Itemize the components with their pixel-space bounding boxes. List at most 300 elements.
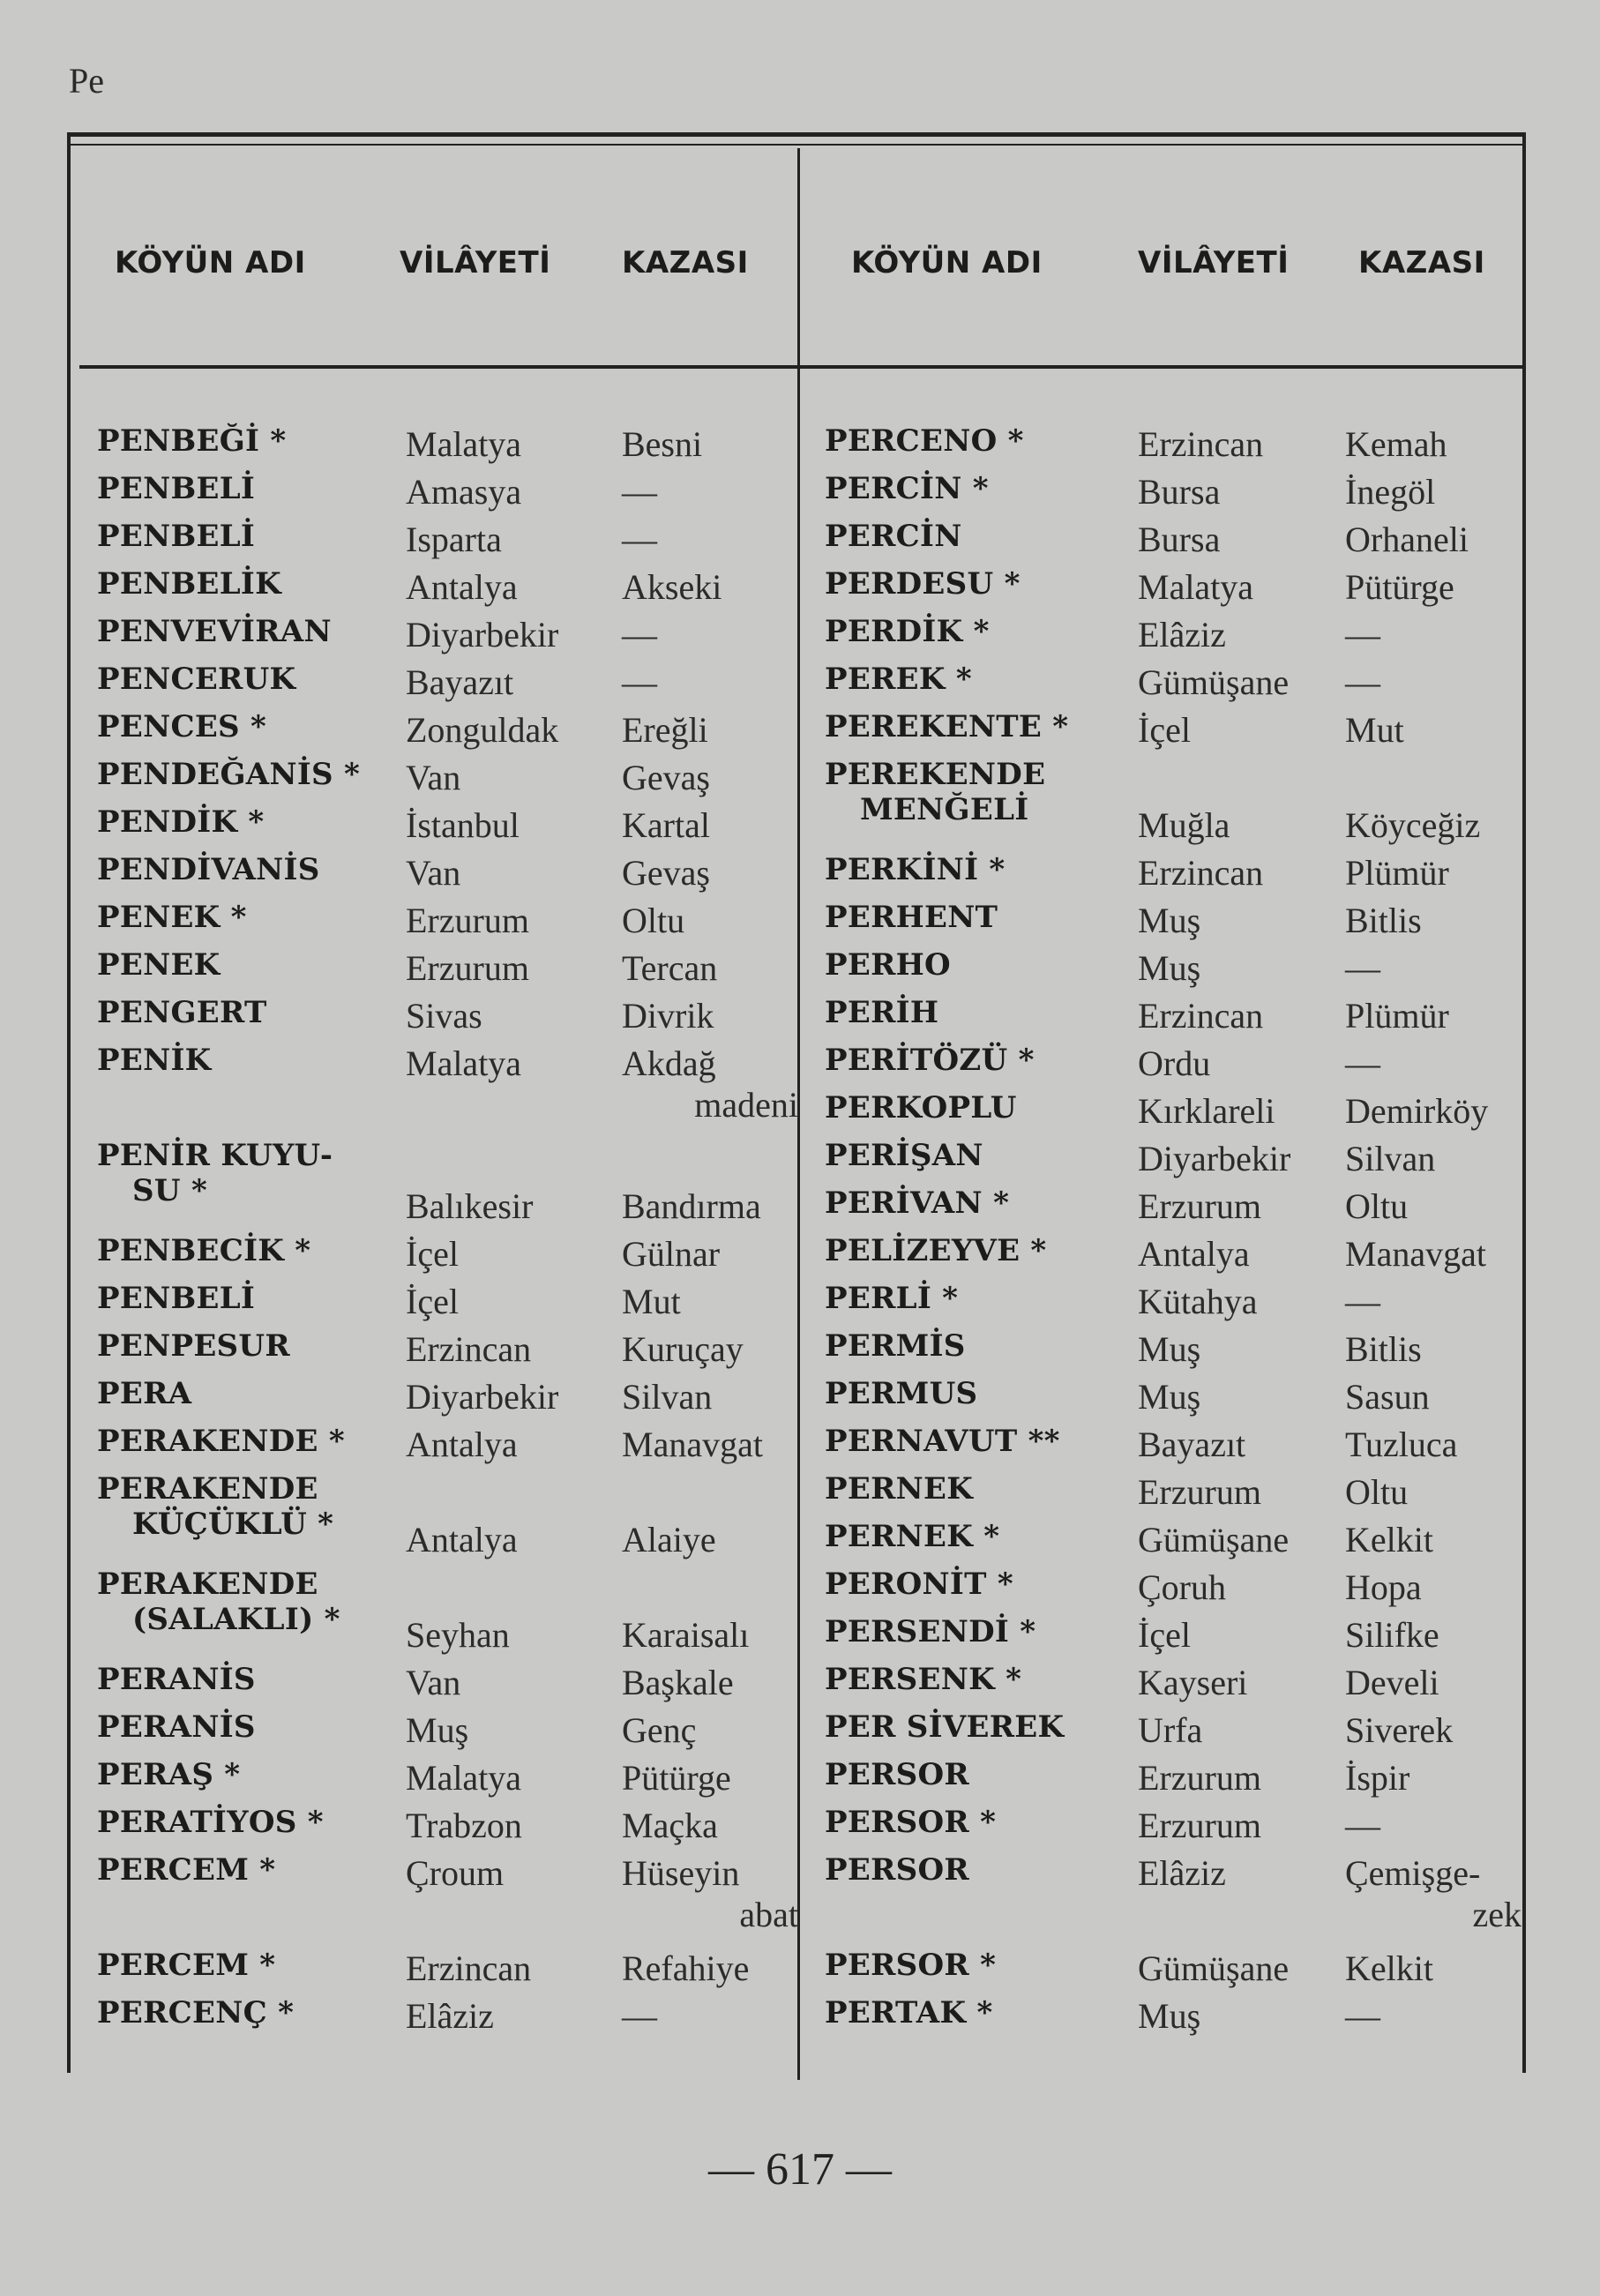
table-row (97, 757, 794, 804)
district-line: Divrik (622, 996, 714, 1036)
table-row (825, 1424, 1521, 1471)
district-line: Başkale (622, 1663, 734, 1702)
district (622, 662, 798, 703)
table-row (825, 709, 1521, 757)
village-name (97, 804, 265, 840)
district (622, 900, 798, 941)
village-name (97, 1995, 294, 2031)
district-line: Pütürge (622, 1758, 731, 1798)
district (622, 1995, 798, 2037)
column-headers (71, 238, 1526, 291)
village-name-line: PERCİN * (825, 471, 989, 506)
village-name (97, 1662, 256, 1697)
village-name-line: PERHO (825, 947, 951, 983)
village-name (825, 1519, 999, 1554)
table-row (97, 614, 794, 662)
district (1345, 1185, 1521, 1227)
header-district-left: KAZASI (622, 245, 749, 280)
village-name-line: PENDİK * (97, 804, 265, 840)
province: Gümüşane (1138, 662, 1290, 702)
province: Van (406, 853, 461, 893)
province: Erzurum (1138, 1758, 1261, 1798)
village-name (97, 1043, 212, 1078)
district-line: Kelkit (1345, 1948, 1433, 1988)
district (1345, 804, 1521, 846)
district (1345, 1805, 1521, 1846)
district-line: — (622, 662, 657, 702)
province: İçel (1138, 710, 1191, 750)
table-row (97, 900, 794, 947)
village-name-line: PERKOPLU (825, 1090, 1017, 1126)
village-name (825, 1662, 1021, 1697)
village-name-line: PERİŞAN (825, 1138, 983, 1173)
village-name (825, 614, 990, 649)
village-name-line: PERCEM * (97, 1948, 276, 1983)
province: Bursa (1138, 472, 1221, 512)
village-name (825, 1281, 958, 1316)
district (622, 1709, 798, 1751)
village-name (97, 900, 247, 935)
village-name (825, 995, 938, 1030)
district-line: — (622, 472, 657, 512)
district (622, 1614, 798, 1656)
table-row (97, 995, 794, 1043)
table-row (825, 1662, 1521, 1709)
village-name-line: PERSOR * (825, 1948, 997, 1983)
district-line: Siverek (1345, 1710, 1454, 1750)
village-name-line: PENPESUR (97, 1328, 290, 1364)
village-name-line: PERHENT (825, 900, 998, 935)
district-line: Gevaş (622, 853, 710, 893)
village-name-line: PEREKENDE (825, 757, 1046, 792)
table-row (97, 1567, 794, 1662)
province: Muş (1138, 1377, 1201, 1417)
province: Diyarbekir (406, 615, 559, 654)
village-name-line: PERMİS (825, 1328, 966, 1364)
village-name-line: PERATİYOS * (97, 1805, 324, 1840)
province: Antalya (406, 1520, 518, 1559)
district-line: Mut (622, 1282, 681, 1321)
village-name-line: PERCENO * (825, 423, 1024, 459)
district (622, 566, 798, 608)
table-row (825, 1805, 1521, 1852)
village-name (825, 471, 989, 506)
village-name (97, 1424, 345, 1459)
village-name (97, 1757, 240, 1792)
district (1345, 709, 1521, 751)
village-name (97, 1471, 333, 1542)
province: Kayseri (1138, 1663, 1248, 1702)
village-name-line: PENVEVİRAN (97, 614, 332, 649)
village-name (825, 709, 1068, 744)
province: İçel (406, 1234, 459, 1274)
district (1345, 1567, 1521, 1608)
village-name-line-2: SU * (132, 1173, 208, 1208)
village-name-line: PERNEK (825, 1471, 974, 1507)
village-name (825, 1614, 1036, 1649)
table-row (97, 1757, 794, 1805)
table-row (825, 519, 1521, 566)
province: Van (406, 758, 461, 797)
table-row (825, 852, 1521, 900)
table-row (825, 1376, 1521, 1424)
district-line: Orhaneli (1345, 520, 1469, 559)
village-name (825, 1043, 1035, 1078)
table-row (97, 1424, 794, 1471)
district-line: Genç (622, 1710, 697, 1750)
province: Kırklareli (1138, 1091, 1275, 1131)
table-row (97, 519, 794, 566)
village-name-line: PENCERUK (97, 662, 296, 697)
village-name-line: PERNAVUT ** (825, 1424, 1060, 1459)
village-name-line: PERANİS (97, 1662, 256, 1697)
page-number: — 617 — (708, 2144, 892, 2195)
district-line: Gülnar (622, 1234, 721, 1274)
village-name-line: PERCEM * (97, 1852, 276, 1888)
village-name (97, 852, 320, 887)
district-line: — (1345, 662, 1380, 702)
table-row (97, 1995, 794, 2043)
village-name-line: PERAŞ * (97, 1757, 241, 1792)
province: Malatya (406, 1043, 522, 1083)
district (1345, 852, 1521, 894)
province: Erzurum (1138, 1806, 1261, 1845)
village-name (97, 1567, 340, 1637)
district (1345, 662, 1521, 703)
district-line: Manavgat (1345, 1234, 1486, 1274)
village-name-line: PENBECİK * (97, 1233, 311, 1268)
province: Bursa (1138, 520, 1221, 559)
village-name (825, 1233, 1047, 1268)
district (622, 1519, 798, 1560)
table-row (825, 1090, 1521, 1138)
header-district-right: KAZASI (1358, 245, 1485, 280)
village-name (97, 1138, 333, 1208)
district-line: — (622, 615, 657, 654)
district-line: Develi (1345, 1663, 1439, 1702)
province: Sivas (406, 996, 482, 1036)
district-line: Oltu (622, 901, 685, 940)
district (622, 709, 798, 751)
table-row (97, 1281, 794, 1328)
province: Erzincan (1138, 424, 1264, 464)
header-village-name-right: KÖYÜN ADI (851, 245, 1043, 280)
header-village-name-left: KÖYÜN ADI (115, 245, 306, 280)
village-name-line: PENEK (97, 947, 221, 983)
district-line: Çemişge- (1345, 1853, 1481, 1893)
province: Antalya (406, 1425, 518, 1464)
village-name (825, 1852, 969, 1888)
village-name-line: PENİK (97, 1043, 212, 1078)
district (622, 1185, 798, 1227)
district-line: Pütürge (1345, 567, 1454, 607)
village-name (97, 662, 295, 697)
village-name-line: PENCES * (97, 709, 267, 744)
village-name (825, 566, 1021, 602)
district (622, 1328, 798, 1370)
province: Malatya (1138, 567, 1254, 607)
province: Zonguldak (406, 710, 559, 750)
province: Erzincan (1138, 853, 1264, 893)
district (622, 804, 798, 846)
village-name (97, 614, 332, 649)
table-row (825, 1614, 1521, 1662)
table-row (97, 852, 794, 900)
top-rule-thin (67, 144, 1526, 146)
district (622, 614, 798, 655)
district-line-2: madeni (694, 1085, 798, 1125)
province: İçel (406, 1282, 459, 1321)
table-row (825, 1471, 1521, 1519)
district (1345, 1709, 1521, 1751)
village-name-line: PENEK * (97, 900, 247, 935)
district (622, 1662, 798, 1703)
table-row (825, 471, 1521, 519)
district-line: — (1345, 1282, 1380, 1321)
district-line: Köyceğiz (1345, 805, 1481, 845)
village-name (825, 1948, 996, 1983)
district-line-2: zek (1472, 1895, 1521, 1934)
district (622, 1852, 798, 1935)
district (1345, 1043, 1521, 1084)
village-name (825, 1138, 983, 1173)
province: Gümüşane (1138, 1520, 1290, 1559)
village-name (825, 1995, 993, 2031)
district (1345, 947, 1521, 989)
district-line: Manavgat (622, 1425, 763, 1464)
village-name-line: PERAKENDE (97, 1567, 318, 1602)
district-line: Bitlis (1345, 1329, 1422, 1369)
village-name (825, 662, 972, 697)
district-line: Silifke (1345, 1615, 1439, 1655)
table-row (97, 804, 794, 852)
table-row (825, 1948, 1521, 1995)
village-name-line: PERAKENDE * (97, 1424, 345, 1459)
district-line: — (622, 520, 657, 559)
village-name (825, 519, 962, 554)
district-line: Plümür (1345, 853, 1449, 893)
province: Erzurum (1138, 1472, 1261, 1512)
village-name (97, 1709, 256, 1745)
district-line: — (1345, 1806, 1380, 1845)
left-column (97, 423, 798, 2043)
village-name-line: PERAKENDE (97, 1471, 318, 1507)
top-rule (67, 132, 1526, 137)
table-row (825, 900, 1521, 947)
village-name-line: PERONİT * (825, 1567, 1013, 1602)
village-name-line: PERİVAN * (825, 1185, 1010, 1221)
table-row (97, 1852, 798, 1948)
district (1345, 1662, 1521, 1703)
table-row (97, 1662, 794, 1709)
district (622, 1281, 798, 1322)
table-row (825, 995, 1521, 1043)
district (1345, 1281, 1521, 1322)
village-name (825, 1805, 996, 1840)
district-line: Kartal (622, 805, 710, 845)
village-name (825, 1471, 973, 1507)
district (1345, 1471, 1521, 1513)
header-rule (79, 365, 1526, 369)
village-name (825, 423, 1024, 459)
district (1345, 1328, 1521, 1370)
village-name (97, 995, 267, 1030)
province: Erzurum (406, 901, 529, 940)
district (622, 1233, 798, 1275)
district-line: — (1345, 1996, 1380, 2036)
village-name (97, 1376, 191, 1411)
village-name (825, 757, 1045, 827)
district-line: Hopa (1345, 1567, 1422, 1607)
district-line: Silvan (1345, 1139, 1436, 1178)
village-name-line: PERİTÖZÜ * (825, 1043, 1035, 1078)
province: Muş (1138, 901, 1201, 940)
table-row (825, 1852, 1521, 1948)
province: Erzincan (406, 1329, 532, 1369)
village-name-line: PENBELİK (97, 566, 281, 602)
district-line: Bandırma (622, 1186, 761, 1226)
table-row (825, 1328, 1521, 1376)
village-name-line: PERDİK * (825, 614, 990, 649)
province: Seyhan (406, 1615, 510, 1655)
district (1345, 1757, 1521, 1799)
village-name (825, 852, 1006, 887)
district-line: Sasun (1345, 1377, 1430, 1417)
district (1345, 1614, 1521, 1656)
district-line: Maçka (622, 1806, 718, 1845)
table-row (97, 1805, 794, 1852)
village-name-line: PERTAK * (825, 1995, 993, 2031)
section-letter: Pe (69, 61, 104, 101)
right-column (825, 423, 1521, 2043)
village-name-line: PERDESU * (825, 566, 1021, 602)
village-name-line-2: (SALAKLI) * (132, 1602, 340, 1637)
village-name (97, 566, 281, 602)
table-row (97, 662, 794, 709)
village-name-line: PENBELİ (97, 1281, 256, 1316)
table-row (97, 1043, 798, 1138)
table-row (825, 662, 1521, 709)
district-line: Hüseyin (622, 1853, 740, 1893)
table-row (97, 1376, 794, 1424)
province: Trabzon (406, 1806, 522, 1845)
province: Diyarbekir (406, 1377, 559, 1417)
province: Çroum (406, 1853, 505, 1893)
village-name-line-2: KÜÇÜKLÜ * (132, 1507, 334, 1542)
table-row (825, 757, 1521, 852)
district (1345, 1995, 1521, 2037)
district (1345, 1233, 1521, 1275)
village-name (825, 1328, 966, 1364)
village-name (97, 519, 255, 554)
village-name-line-2: MENĞELİ (860, 792, 1029, 827)
district-line: Silvan (622, 1377, 713, 1417)
district (622, 1424, 798, 1465)
table-row (825, 423, 1521, 471)
province: Antalya (1138, 1234, 1250, 1274)
district (1345, 995, 1521, 1036)
village-name (97, 1805, 324, 1840)
province: Kütahya (1138, 1282, 1258, 1321)
province: Bayazıt (406, 662, 514, 702)
table-row (825, 1138, 1521, 1185)
table-row (825, 1281, 1521, 1328)
village-name (825, 1424, 1060, 1459)
village-name (97, 757, 360, 792)
province: Ordu (1138, 1043, 1211, 1083)
district-line: İnegöl (1345, 472, 1436, 512)
district (1345, 614, 1521, 655)
district-line: İspir (1345, 1758, 1410, 1798)
district (622, 423, 798, 465)
table-row (825, 1519, 1521, 1567)
table-row (825, 1043, 1521, 1090)
table-row (97, 566, 794, 614)
province: Antalya (406, 567, 518, 607)
district (1345, 1376, 1521, 1417)
province: Muş (1138, 1329, 1201, 1369)
table-row (825, 614, 1521, 662)
village-name-line: PERCENÇ * (97, 1995, 295, 2031)
province: Elâziz (1138, 615, 1226, 654)
province: Balıkesir (406, 1186, 534, 1226)
table-row (97, 1471, 794, 1567)
district (622, 852, 798, 894)
province: Malatya (406, 424, 522, 464)
district-line: Kelkit (1345, 1520, 1433, 1559)
village-name-line: PERSENK * (825, 1662, 1022, 1697)
table-row (825, 1567, 1521, 1614)
district (622, 1948, 798, 1989)
province: İstanbul (406, 805, 520, 845)
village-name-line: PENBELİ (97, 519, 256, 554)
village-name-line: PERMUS (825, 1376, 978, 1411)
table-row (97, 1948, 794, 1995)
village-name-line: PERLİ * (825, 1281, 959, 1316)
village-name-line: PENDEĞANİS * (97, 757, 361, 792)
village-name-line: PERSOR * (825, 1805, 997, 1840)
village-name-line: PENBELİ (97, 471, 256, 506)
district (622, 947, 798, 989)
district-line: Akseki (622, 567, 722, 607)
district-line-2: abat (739, 1895, 798, 1934)
province: Elâziz (1138, 1853, 1226, 1893)
province: Erzurum (406, 948, 529, 988)
village-name (97, 1233, 310, 1268)
village-name-line: PERA (97, 1376, 192, 1411)
district (622, 1757, 798, 1799)
province: Erzurum (1138, 1186, 1261, 1226)
district-line: Kemah (1345, 424, 1447, 464)
district-line: — (622, 1996, 657, 2036)
district (1345, 566, 1521, 608)
village-name-line: PENİR KUYU- (97, 1138, 333, 1173)
village-name-line: PERNEK * (825, 1519, 1000, 1554)
village-name-line: PERİH (825, 995, 939, 1030)
province: Isparta (406, 520, 502, 559)
table-row (97, 1709, 794, 1757)
village-name-line: PEREK * (825, 662, 972, 697)
village-name (825, 900, 998, 935)
district-line: Tercan (622, 948, 718, 988)
district-line: — (1345, 615, 1380, 654)
district-line: Karaisalı (622, 1615, 750, 1655)
province: Erzincan (1138, 996, 1264, 1036)
village-name-line: PENBEĞİ * (97, 423, 287, 459)
province: Malatya (406, 1758, 522, 1798)
district-line: Refahiye (622, 1948, 750, 1988)
table-row (97, 947, 794, 995)
